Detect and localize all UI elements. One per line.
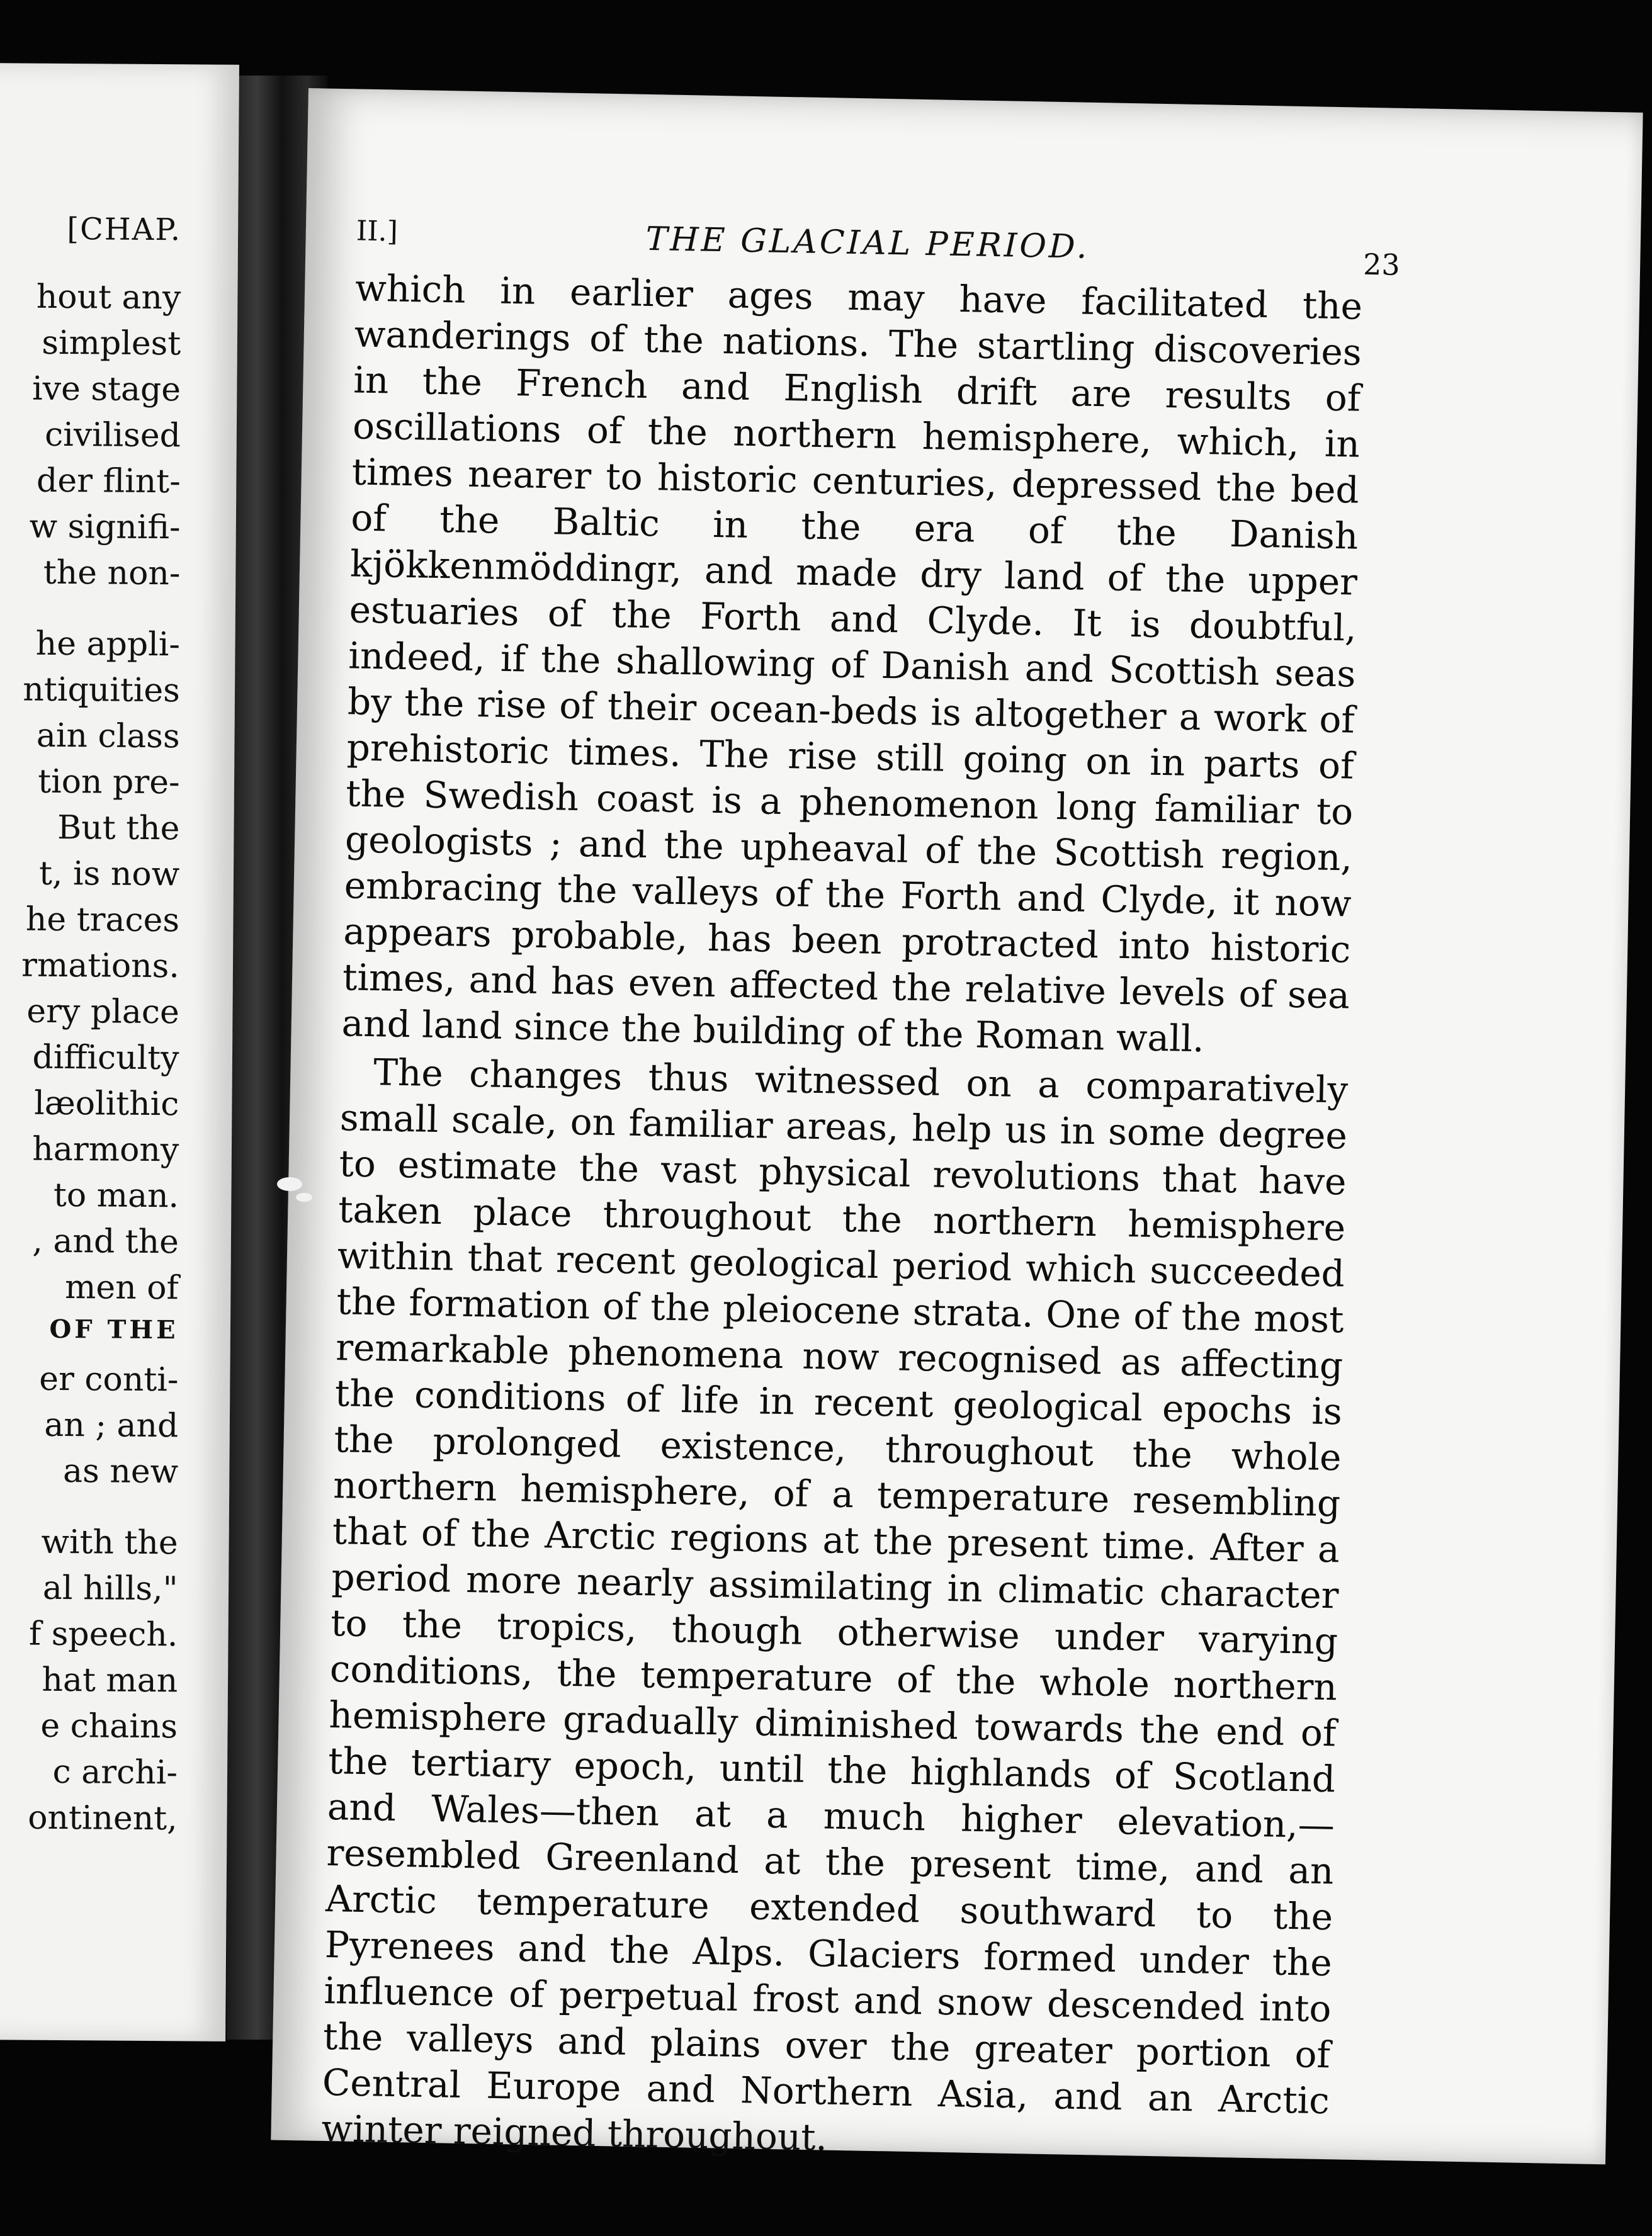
left-page-line: But the	[57, 808, 180, 848]
paragraph-1: which in earlier ages may have facilitated the wanderings of the nations. The startling discoveries in the French and English drift are results of oscillations of the northern hemisphere, which, in times nearer to historic centuries, depressed the bed of the Baltic in the era of the Danish kjökkenmöddingr, and made dry land of the upper estuaries of the Forth and Clyde. It is doubtful, indeed, if the shallowing of Danish and Scottish seas by the rise of their ocean-beds is altogether a work of prehistoric times. The rise still going on in parts of the Swedish coast is a phenomenon long familiar to geologists ; and the upheaval of the Scottish region, embracing the valleys of the Forth and Clyde, it now appears probable, has been protracted into historic times, and has even affected the relative levels of sea and land since the building of the Roman wall.	[341, 266, 1363, 1061]
left-page-line: difficulty	[32, 1038, 179, 1078]
left-page-line: f speech.	[28, 1615, 178, 1654]
left-page-line: c archi-	[52, 1753, 178, 1792]
left-page-line: al hills,"	[42, 1569, 178, 1608]
left-page-line: der flint-	[36, 461, 181, 501]
running-title: THE GLACIAL PERIOD.	[645, 220, 1090, 266]
left-page-line: w signifi-	[29, 507, 181, 547]
chapter-number: II.]	[356, 215, 399, 248]
left-page-line: the non-	[43, 553, 181, 593]
right-page	[271, 88, 1643, 2164]
left-page-line: simplest	[42, 324, 181, 363]
left-page-line: hat man	[42, 1661, 178, 1700]
scan-speck	[277, 1177, 302, 1191]
left-page-line: an ; and	[44, 1406, 179, 1445]
left-page-header: [CHAP.	[67, 212, 182, 248]
left-page-line: ain class	[36, 716, 180, 756]
body-text	[321, 265, 1363, 2170]
left-page-line: hout any	[36, 278, 181, 317]
paragraph-2: The changes thus witnessed on a comparatively small scale, on familiar areas, help us in some degree to estimate the vast physical revolutions that have taken place throughout the northern hemisphere within that recent geological period which succeeded the formation of the pleiocene strata. One of the most remarkable phenomena now recognised as affecting the conditions of life in recent geological epochs is the prolonged existence, throughout the whole northern hemisphere, of a temperature resembling that of the Arctic regions at the present time. After a period more nearly assimilating in climatic character to the tropics, though otherwise under varying conditions, the temperature of the whole northern hemisphere gradually diminished towards the end of the tertiary epoch, until the highlands of Scotland and Wales—then at a much higher elevation,—resembled Greenland at the present time, and an Arctic temperature extended southward to the Pyrenees and the Alps. Glaciers formed under the influence of perpetual frost and snow descended into the valleys and plains over the greater portion of Central Europe and Northern Asia, and an Arctic winter reigned throughout.	[320, 1051, 1349, 2159]
left-page-line: ontinent,	[28, 1798, 178, 1838]
left-page	[0, 63, 239, 2041]
left-page-line: t, is now	[38, 854, 180, 894]
scan-speck	[296, 1193, 312, 1202]
left-page-line: e chains	[40, 1707, 178, 1746]
left-page-line: as new	[62, 1452, 179, 1491]
left-page-line: with the	[41, 1523, 178, 1562]
left-page-line: to man.	[53, 1176, 179, 1216]
left-page-line: civilised	[44, 415, 181, 455]
left-page-line: ntiquities	[23, 670, 181, 710]
left-page-line: he appli-	[35, 624, 181, 664]
left-page-line: he traces	[25, 900, 180, 940]
left-page-line: OF THE	[49, 1314, 179, 1345]
left-page-line: , and the	[32, 1222, 179, 1262]
left-page-line: ive stage	[31, 370, 181, 409]
left-page-line: ery place	[26, 992, 179, 1032]
page-number: 23	[1362, 247, 1401, 282]
left-page-line: men of	[64, 1268, 179, 1307]
left-page-line: er conti-	[39, 1360, 179, 1399]
left-page-line: harmony	[32, 1130, 179, 1170]
left-page-line: rmations.	[21, 946, 180, 986]
left-page-line: tion pre-	[37, 762, 180, 802]
left-page-line: læolithic	[33, 1084, 179, 1124]
